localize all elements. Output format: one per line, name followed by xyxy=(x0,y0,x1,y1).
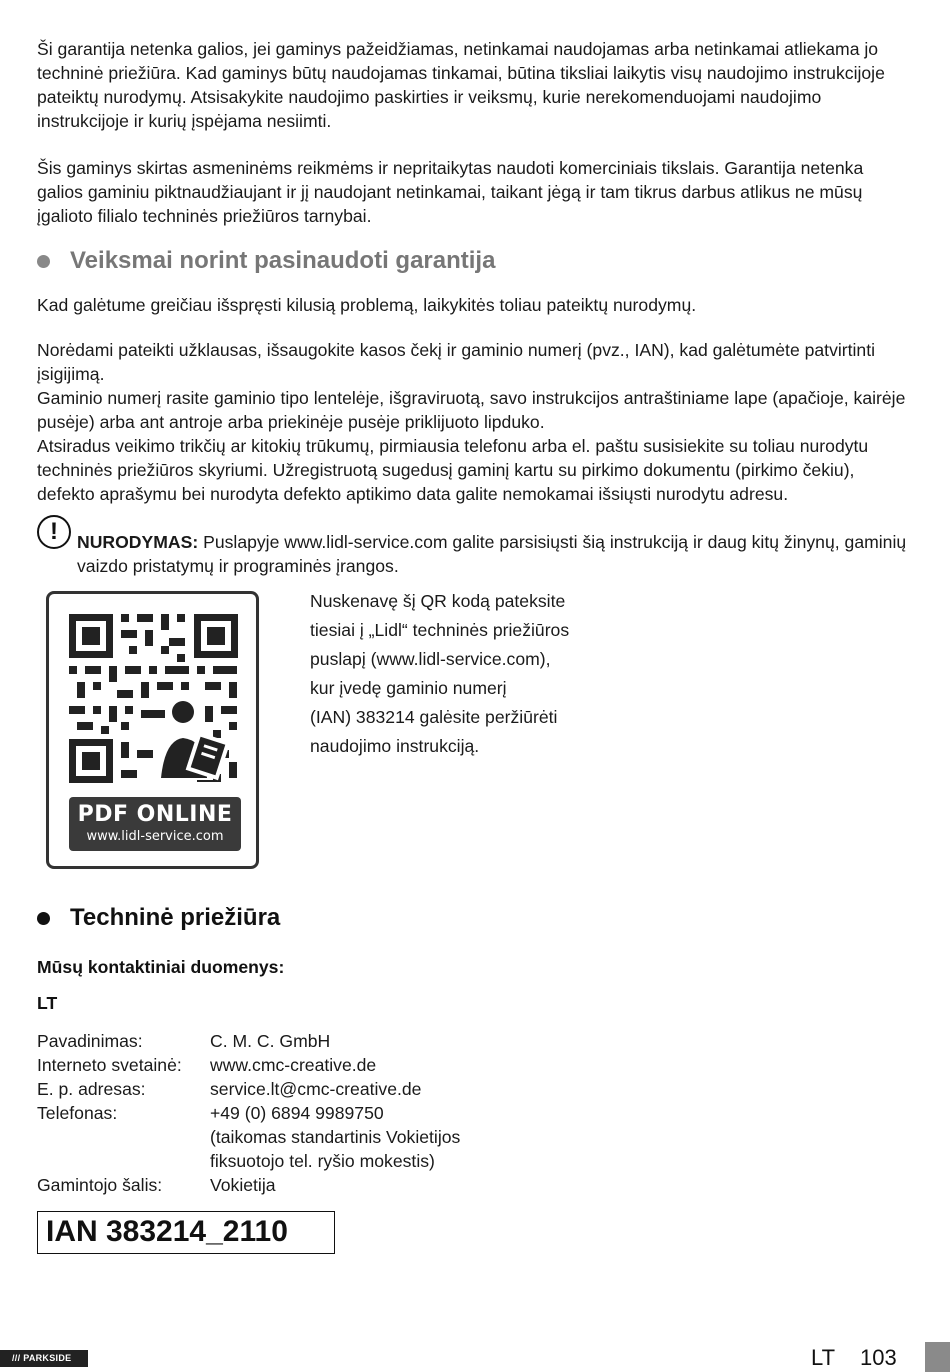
instructions-intro: Kad galėtume greičiau išspręsti kilusią problemą, laikykitės toliau pateiktų nurodymų. xyxy=(37,295,697,315)
bullet-icon xyxy=(37,912,50,925)
qr-line: (IAN) 383214 galėsite peržiūrėti xyxy=(310,707,558,727)
parkside-logo: /// PARKSIDE xyxy=(0,1350,88,1367)
contact-row xyxy=(37,1053,530,1077)
page-number: 103 xyxy=(860,1345,897,1370)
contact-row xyxy=(37,1101,530,1125)
footer-marker xyxy=(925,1342,950,1372)
exclamation-circle-icon xyxy=(37,515,71,549)
contact-row xyxy=(37,1125,530,1149)
bullet-icon xyxy=(37,255,50,268)
qr-line: kur įvedę gaminio numerį xyxy=(310,678,507,698)
contact-table xyxy=(37,1029,530,1197)
contact-row xyxy=(37,1149,530,1173)
claim-instructions xyxy=(37,338,912,506)
contact-value: +49 (0) 6894 9989750 xyxy=(210,1103,384,1123)
country-code: LT xyxy=(37,993,58,1013)
qr-line: tiesiai į „Lidl“ techninės priežiūros xyxy=(310,620,570,640)
contact-label: Gamintojo šalis: xyxy=(37,1175,163,1195)
contact-row xyxy=(37,1029,530,1053)
qr-description xyxy=(310,587,610,761)
note-block xyxy=(37,513,912,578)
contact-label: Telefonas: xyxy=(37,1103,118,1123)
heading-text: Veiksmai norint pasinaudoti garantija xyxy=(70,247,496,274)
note-text xyxy=(37,513,912,578)
qr-code-card xyxy=(46,591,259,869)
contact-row xyxy=(37,1173,530,1197)
note-body: Puslapyje www.lidl-service.com galite parsisiųsti šią instrukciją ir daug kitų žinynų, gaminių vaizdo pristatymų ir programinės įrangos. xyxy=(77,532,907,576)
ian-number-box: IAN 383214_2110 xyxy=(37,1211,335,1254)
contact-label: Interneto svetainė: xyxy=(37,1055,182,1075)
receipt-line: Norėdami pateikti užklausas, išsaugokite kasos čekį ir gaminio numerį (pvz., IAN), kad galėtumėte patvirtinti įsigijimą. xyxy=(37,340,876,384)
contact-label xyxy=(37,1125,210,1149)
contact-value: Vokietija xyxy=(210,1175,276,1195)
note-label: NURODYMAS: xyxy=(77,532,199,552)
contact-value: www.cmc-creative.de xyxy=(210,1055,377,1075)
contact-label: E. p. adresas: xyxy=(37,1079,146,1099)
contact-row xyxy=(37,1077,530,1101)
pdf-online-url: www.lidl-service.com xyxy=(86,829,224,844)
product-number-line: Gaminio numerį rasite gaminio tipo lentelėje, išgraviruotą, savo instrukcijos antraštiniame lape (apačioje, kairėje pusėje) arba ant antroje arba priekinėje pusėje priklijuoto lipduko. xyxy=(37,388,906,432)
contact-service-line: Atsiradus veikimo trikčių ar kitokių trūkumų, pirmiausia telefonu arba el. paštu susisiekite su toliau nurodytu techninės priežiūros skyriumi. Užregistruotą sugedusį gaminį kartu su pirkimo dokumentu (pirkimo čekiu), defekto aprašymu bei nurodyta defekto aptikimo data galite nemokamai išsiųsti nurodytu adresu. xyxy=(37,436,869,504)
contact-value: (taikomas standartinis Vokietijos xyxy=(210,1127,461,1147)
pdf-online-badge xyxy=(69,797,241,851)
contact-label xyxy=(37,1149,210,1173)
personal-use-paragraph: Šis gaminys skirtas asmeninėms reikmėms ir nepritaikytas naudoti komerciniais tikslais. Garantija netenka galios gaminiu piktnaudžiaujant ir jį naudojant netinkamai, taikant jėgą ir tam tikrus darbus atlikus ne mūsų įgalioto filialo techninės priežiūros tarnybai. xyxy=(37,158,864,226)
contact-title: Mūsų kontaktiniai duomenys: xyxy=(37,957,285,977)
qr-line: puslapį (www.lidl-service.com), xyxy=(310,649,551,669)
contact-value: C. M. C. GmbH xyxy=(210,1031,331,1051)
contact-label: Pavadinimas: xyxy=(37,1031,143,1051)
contact-value: fiksuotojo tel. ryšio mokestis) xyxy=(210,1151,435,1171)
warranty-steps-heading xyxy=(37,244,495,278)
heading-text: Techninė priežiūra xyxy=(70,904,281,931)
qr-code-image xyxy=(67,612,240,785)
qr-line: naudojimo instrukciją. xyxy=(310,736,480,756)
contact-value: service.lt@cmc-creative.de xyxy=(210,1079,422,1099)
qr-line: Nuskenavę šį QR kodą pateksite xyxy=(310,591,566,611)
warranty-void-paragraph: Ši garantija netenka galios, jei gaminys pažeidžiamas, netinkamai naudojamas arba netinkamai atliekama jo techninė priežiūra. Kad gaminys būtų naudojamas tinkamai, būtina tiksliai laikytis visų naudojimo instrukcijoje pateiktų nurodymų. Atsisakykite naudojimo paskirties ir veiksmų, kurie nerekomenduojami naudojimo instrukcijoje ir kurių įspėjama nesiimti. xyxy=(37,39,885,131)
service-heading xyxy=(37,901,280,935)
pdf-online-title: PDF ONLINE xyxy=(77,802,233,827)
footer-language: LT xyxy=(811,1345,836,1370)
